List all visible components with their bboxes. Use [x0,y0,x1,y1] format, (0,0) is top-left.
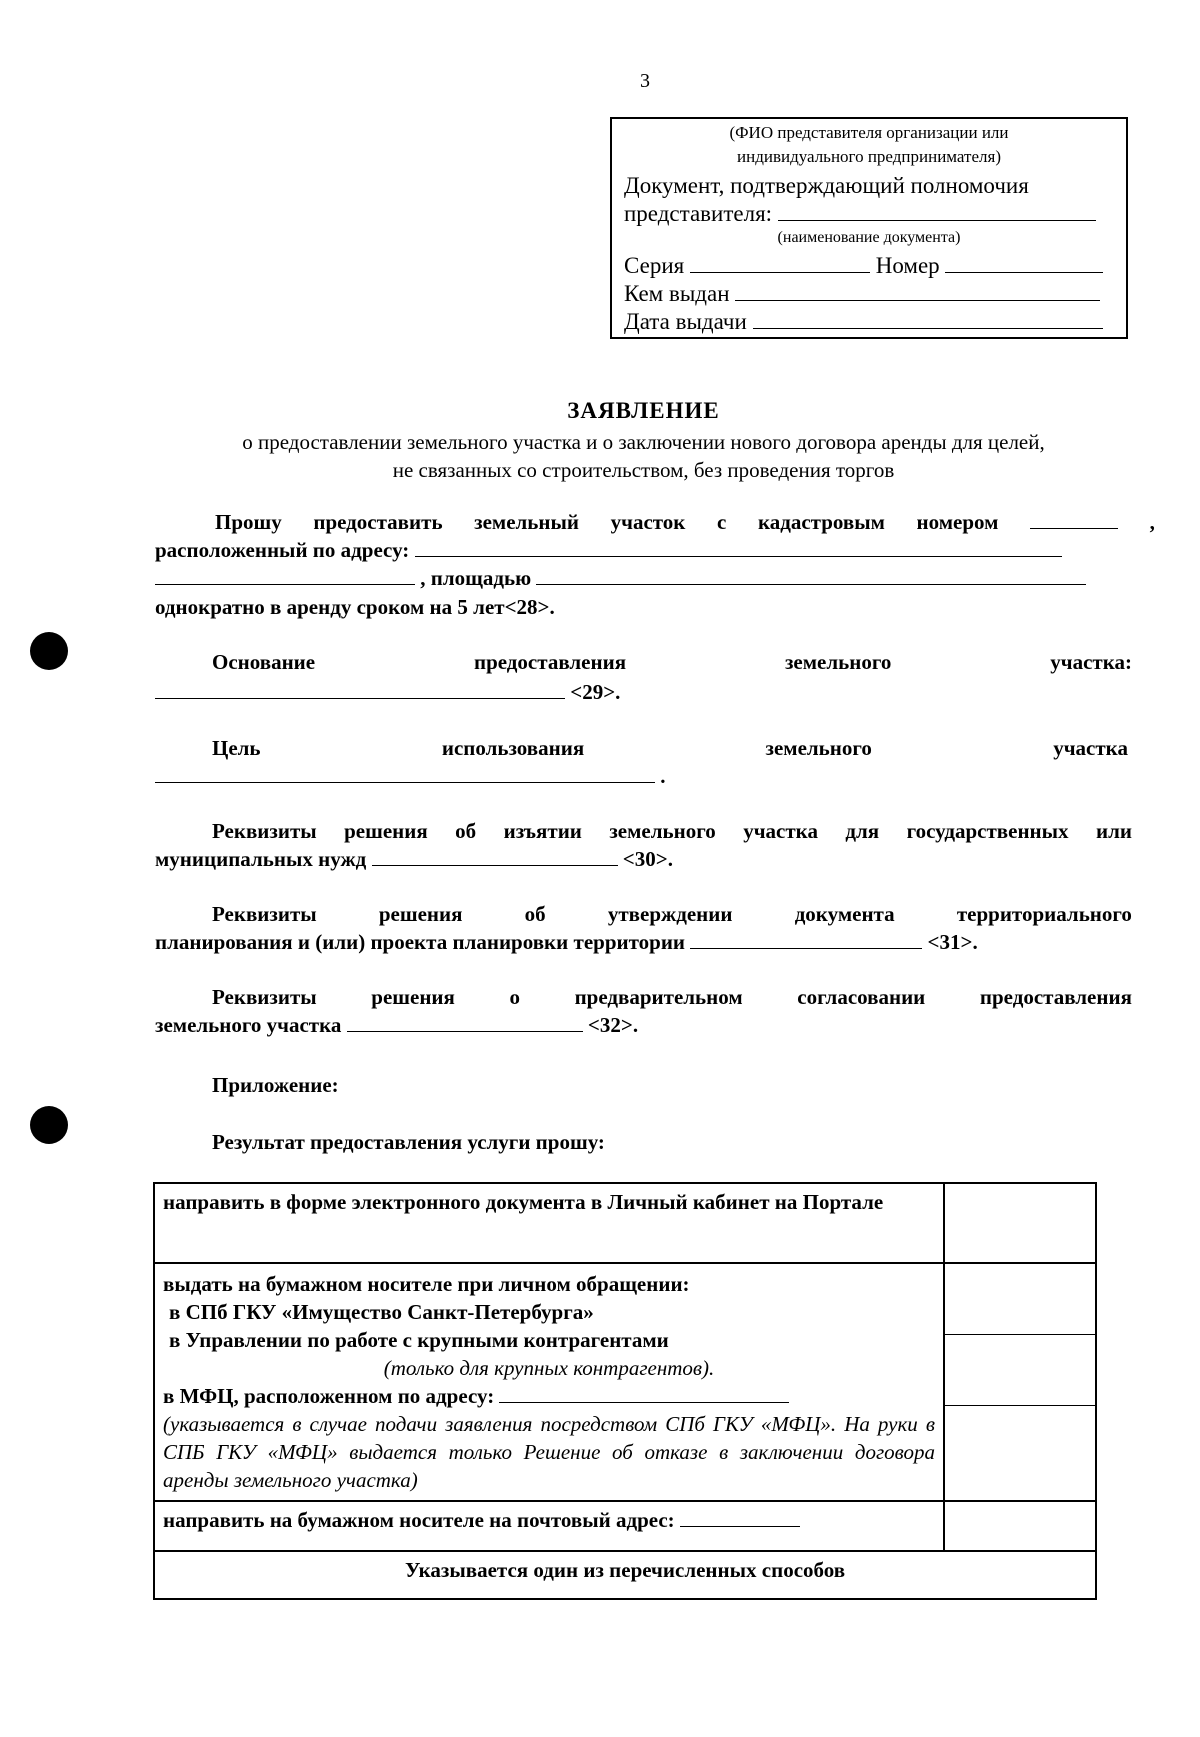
w: , [1149,510,1155,534]
planning-ref: <31>. [927,930,978,954]
w: Прошу [215,510,282,534]
w: участка [743,819,818,843]
address-label: расположенный по адресу: [155,538,410,562]
table-footer-note: Указывается один из перечисленных способов [154,1551,1096,1599]
w: государственных [906,819,1069,843]
w: изъятии [503,819,582,843]
option-electronic: направить в форме электронного документа в Личный кабинет на Портале [154,1183,944,1263]
mfc-address-field[interactable] [499,1384,789,1403]
seizure-ref: <30>. [622,847,673,871]
basis-ref: <29>. [570,680,621,704]
preliminary-label: земельного участка [155,1013,342,1037]
address-field[interactable] [415,538,1062,557]
w: с [717,510,727,534]
w: для [845,819,880,843]
option-large-contractors-checkbox[interactable] [945,1335,1095,1406]
postal-address-field[interactable] [680,1508,800,1527]
cadastral-number-field[interactable] [1030,510,1118,529]
w: номером [916,510,999,534]
purpose-end: . [660,764,666,788]
issued-by-label: Кем выдан [624,281,730,306]
option-mail-label: направить на бумажном носителе на почтовый адрес: [163,1508,675,1532]
authority-doc-label-2: представителя: [624,201,773,226]
purpose-field[interactable] [155,764,655,783]
hole-punch-mark [30,1106,68,1144]
authority-doc-label: Документ, подтверждающий полномочия [624,173,1029,198]
authority-doc-field[interactable] [778,202,1096,221]
w: участка [1053,736,1128,760]
hole-punch-mark [30,632,68,670]
document-subtitle: о предоставлении земельного участка и о заключении нового договора аренды для целей, [242,430,1045,454]
w: Реквизиты [212,819,317,843]
w: решения [371,985,455,1009]
in-person-head: выдать на бумажном носителе при личном обращении: [163,1272,690,1296]
issue-date-field[interactable] [753,310,1103,329]
in-person-opt-3: в МФЦ, расположенном по адресу: [163,1384,495,1408]
w: согласовании [797,985,926,1009]
preliminary-field[interactable] [347,1013,583,1032]
number-field[interactable] [945,254,1103,273]
w: утверждении [607,902,733,926]
in-person-opt-2-note: (только для крупных контрагентов). [383,1356,715,1380]
w: земельного [784,650,892,674]
w: Цель [212,736,261,760]
result-label: Результат предоставления услуги прошу: [212,1130,605,1154]
w: предоставления [473,650,627,674]
w: или [1095,819,1132,843]
address-field-2[interactable] [155,566,415,585]
w: об [524,902,546,926]
series-field[interactable] [690,254,870,273]
result-options-table [153,1182,1097,1600]
w: Основание [212,650,316,674]
seizure-field[interactable] [372,847,618,866]
preliminary-ref: <32>. [587,1013,639,1037]
option-property-checkbox[interactable] [945,1264,1095,1335]
representative-info-box [610,117,1128,339]
rep-name-hint: (ФИО представителя организации или [729,123,1009,142]
w: документа [794,902,895,926]
in-person-opt-1: в СПб ГКУ «Имущество Санкт-Петербурга» [169,1300,594,1324]
basis-field[interactable] [155,680,565,699]
option-in-person-checkboxes [944,1263,1096,1501]
w: земельного [609,819,716,843]
attachment-label: Приложение: [212,1073,339,1097]
page-number: 3 [640,70,650,92]
w: предоставления [979,985,1132,1009]
w: использования [441,736,585,760]
w: кадастровым [757,510,885,534]
document-title: ЗАЯВЛЕНИЕ [567,398,720,423]
w: Реквизиты [212,985,317,1009]
in-person-opt-2: в Управлении по работе с крупными контрагентами [169,1328,669,1352]
rep-name-hint-2: индивидуального предпринимателя) [737,147,1001,166]
planning-label: планирования и (или) проекта планировки территории [155,930,686,954]
request-line-1 [215,510,1155,535]
option-mail [154,1501,944,1551]
area-field[interactable] [536,566,1086,585]
w: Реквизиты [212,902,317,926]
w: земельного [765,736,872,760]
planning-field[interactable] [690,930,922,949]
w: решения [378,902,463,926]
option-electronic-checkbox[interactable] [944,1183,1096,1263]
in-person-opt-3-note: (указывается в случае подачи заявления посредством СПб ГКУ «МФЦ». На руки в СПБ ГКУ «МФЦ» выдается только Решение об отказе в заключении договора аренды земельного участка) [163,1412,935,1492]
w: об [455,819,477,843]
w: участок [610,510,686,534]
series-label: Серия [624,253,685,278]
lease-term-text: однократно в аренду сроком на 5 лет<28>. [155,595,555,619]
issue-date-label: Дата выдачи [624,309,747,334]
w: территориального [956,902,1132,926]
option-mail-checkbox[interactable] [944,1501,1096,1551]
option-in-person [154,1263,944,1501]
w: предварительном [574,985,743,1009]
w: земельный [474,510,580,534]
doc-name-hint: (наименование документа) [777,229,961,246]
w: решения [344,819,428,843]
issued-by-field[interactable] [735,282,1100,301]
seizure-label: муниципальных нужд [155,847,367,871]
area-label: , площадью [420,566,532,590]
number-label: Номер [875,253,940,278]
w: предоставить [313,510,443,534]
w: участка: [1050,650,1132,674]
document-subtitle-2: не связанных со строительством, без проведения торгов [392,458,895,482]
w: о [509,985,520,1009]
